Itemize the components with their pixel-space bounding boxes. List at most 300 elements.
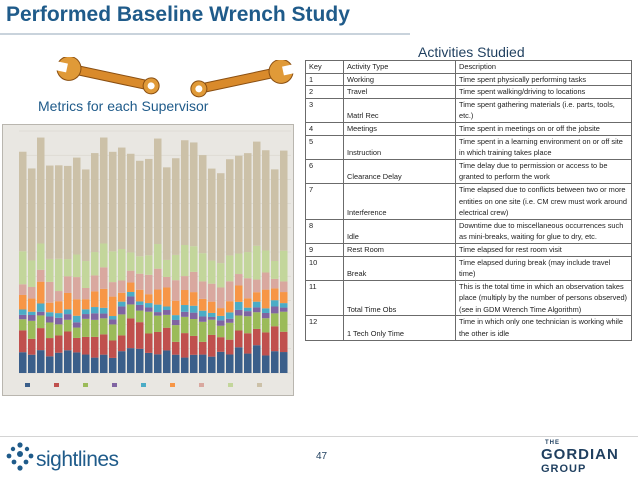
chart-bar-segment [235,331,243,348]
row-description: Time in which only one technician is working while the other is idle [456,316,632,340]
chart-bar-segment [145,159,153,255]
chart-bar-segment [181,333,189,357]
chart-bar-segment [82,299,90,309]
chart-bar-segment [208,284,216,302]
chart-bar-segment [172,280,180,301]
chart-bar-segment [82,261,90,288]
chart-bar-segment [163,287,171,306]
chart-legend-swatch [199,383,204,387]
row-activity-type: Instruction [344,135,456,159]
row-activity-type: Travel [344,86,456,99]
chart-bar-segment [127,318,135,348]
chart-bar-segment [64,331,72,350]
chart-bar-segment [109,297,117,316]
table-row [306,280,632,316]
chart-bar-segment [100,314,108,319]
chart-bar-segment [172,301,180,315]
chart-bar-segment [244,316,252,333]
table-row [306,219,632,243]
chart-legend-swatch [25,383,30,387]
chart-bar-segment [136,161,144,256]
chart-bar-segment [226,159,234,255]
chart-bar-segment [271,306,279,313]
row-description: Time delay due to permission or access to be granted to perform the work [456,159,632,183]
chart-bar-segment [73,299,81,316]
chart-bar-segment [145,334,153,353]
chart-bar-segment [226,301,234,312]
chart-bar-segment [118,293,126,302]
chart-legend-swatch [83,383,88,387]
chart-bar-segment [46,338,54,356]
chart-bar-segment [280,251,288,282]
chart-bar-segment [199,311,207,317]
chart-bar-segment [73,277,81,299]
chart-bar-segment [163,167,171,260]
row-description: Time spent walking/driving to locations [456,86,632,99]
chart-bar-segment [253,142,261,246]
chart-bar-segment [100,355,108,373]
chart-bar-segment [280,352,288,373]
chart-bar-segment [199,355,207,373]
chart-bar-segment [28,312,36,315]
chart-bar-segment [136,311,144,323]
chart-bar-segment [37,350,45,373]
chart-bar-segment [100,138,108,244]
chart-bar-segment [127,283,135,292]
chart-bar-segment [217,263,225,287]
chart-bar-segment [253,302,261,308]
chart-bar-segment [235,315,243,330]
chart-bar-segment [118,302,126,307]
chart-bar-segment [163,328,171,351]
chart-bar-segment [145,255,153,275]
chart-bar-segment [118,249,126,280]
chart-bar-segment [190,355,198,373]
chart-bar-segment [145,275,153,294]
chart-bar-segment [199,342,207,355]
chart-bar-segment [28,355,36,373]
chart-bar-segment [271,169,279,261]
gordian-group: GROUP [541,463,587,475]
chart-bar-segment [73,316,81,323]
chart-bar-segment [181,358,189,373]
chart-bar-segment [136,274,144,290]
chart-bar-segment [46,282,54,303]
chart-bar-segment [28,287,36,299]
chart-bar-segment [235,286,243,302]
chart-bar-segment [262,308,270,313]
chart-bar-segment [226,312,234,318]
chart-bar-segment [145,303,153,307]
chart-bar-segment [28,299,36,312]
chart-bar-segment [280,281,288,292]
chart-bar-segment [100,267,108,289]
supervisor-chart [2,124,294,396]
chart-bar-segment [172,315,180,320]
chart-bar-segment [244,311,252,316]
chart-bar-segment [190,142,198,246]
chart-bar-segment [109,319,117,324]
chart-bar-segment [226,323,234,340]
chart-bar-segment [262,332,270,355]
chart-bar-segment [64,314,72,320]
slide-title: Performed Baseline Wrench Study [6,3,350,26]
chart-bar-segment [118,280,126,292]
chart-bar-segment [271,351,279,373]
chart-bar-segment [181,140,189,245]
chart-bar-segment [172,255,180,280]
chart-bar-segment [208,313,216,317]
row-activity-type: 1 Tech Only Time [344,316,456,340]
chart-bar-segment [181,312,189,317]
metrics-caption: Metrics for each Supervisor [38,98,209,114]
chart-bar-segment [208,357,216,373]
chart-bar-segment [208,302,216,313]
chart-bar-segment [91,313,99,319]
chart-bar-segment [226,281,234,301]
chart-bar-segment [91,320,99,337]
chart-bar-segment [46,312,54,316]
chart-bar-segment [82,309,90,314]
chart-bar-segment [280,308,288,312]
chart-bar-segment [127,154,135,253]
chart-bar-segment [271,326,279,351]
chart-bar-segment [244,354,252,373]
title-divider [0,33,410,35]
chart-bar-segment [208,320,216,335]
chart-bar-segment [190,292,198,306]
chart-bar-segment [244,252,252,278]
chart-bar-segment [145,312,153,334]
chart-bar-segment [280,151,288,251]
chart-bar-segment [46,322,54,338]
activities-title: Activities Studied [418,44,525,60]
chart-bar-segment [235,156,243,254]
row-description: Time spent in meetings on or off the jobsite [456,122,632,135]
table-row [306,122,632,135]
chart-canvas [3,125,293,395]
row-description: Time spent in a learning environment on or off site in which training takes place [456,135,632,159]
chart-bar-segment [91,337,99,358]
chart-bar-segment [244,278,252,298]
chart-bar-segment [145,353,153,373]
table-row [306,243,632,256]
chart-bar-segment [208,261,216,284]
chart-bar-segment [154,139,162,245]
chart-bar-segment [217,337,225,352]
chart-bar-segment [136,305,144,311]
chart-bar-segment [82,314,90,319]
chart-bar-segment [208,317,216,320]
chart-bar-segment [163,310,171,315]
chart-bar-segment [172,355,180,373]
chart-bar-segment [154,290,162,305]
row-description: Time elapsed due to conflicts between two or more entities on one site (i.e. CM crew must work around electrical crew) [456,183,632,219]
table-row [306,183,632,219]
chart-bar-segment [244,153,252,252]
chart-bar-segment [262,355,270,373]
chart-bar-segment [64,320,72,332]
chart-bar-segment [271,279,279,289]
chart-bar-segment [118,351,126,373]
chart-bar-segment [91,275,99,291]
chart-bar-segment [253,246,261,280]
chart-bar-segment [109,358,117,373]
chart-bar-segment [127,304,135,318]
chart-bar-segment [217,287,225,308]
chart-bar-segment [172,158,180,255]
chart-bar-segment [217,316,225,320]
chart-bar-segment [100,243,108,267]
chart-bar-segment [172,320,180,325]
chart-bar-segment [127,271,135,283]
chart-bar-segment [136,301,144,304]
chart-legend-swatch [54,383,59,387]
chart-bar-segment [73,352,81,373]
chart-bar-segment [154,305,162,312]
gordian-the: THE [545,440,560,446]
chart-bar-segment [136,256,144,273]
chart-bar-segment [145,294,153,303]
header-activity-type: Activity Type [344,61,456,74]
row-description: Time elapsed during break (may include travel time) [456,256,632,280]
chart-bar-segment [190,272,198,292]
chart-bar-segment [190,313,198,319]
chart-bar-segment [82,337,90,355]
chart-bar-segment [262,313,270,318]
table-row [306,159,632,183]
chart-bar-segment [163,306,171,310]
row-key: 8 [306,219,344,243]
chart-bar-segment [55,165,63,258]
chart-bar-segment [244,333,252,353]
chart-bar-segment [181,317,189,333]
chart-bar-segment [154,312,162,316]
chart-bar-segment [199,299,207,311]
chart-bar-segment [280,312,288,332]
chart-bar-segment [73,328,81,338]
chart-bar-segment [46,303,54,313]
chart-bar-segment [145,307,153,311]
chart-bar-segment [73,322,81,327]
chart-bar-segment [19,284,27,295]
chart-bar-segment [55,353,63,373]
page-number: 47 [316,451,328,462]
chart-bar-segment [91,291,99,307]
row-key: 12 [306,316,344,340]
chart-bar-segment [226,319,234,323]
chart-bar-segment [91,252,99,275]
row-key: 6 [306,159,344,183]
chart-bar-segment [109,316,117,319]
chart-bar-segment [118,306,126,314]
chart-bar-segment [226,354,234,373]
chart-bar-segment [199,316,207,321]
chart-bar-segment [19,295,27,310]
row-key: 2 [306,86,344,99]
chart-bar-segment [253,307,261,312]
chart-bar-segment [217,320,225,325]
chart-bar-segment [19,352,27,373]
chart-bar-segment [109,152,117,252]
chart-bar-segment [28,321,36,339]
chart-bar-segment [73,255,81,278]
row-description: Time spent physically performing tasks [456,73,632,86]
gordian-name: GORDIAN [541,446,619,463]
table-row [306,86,632,99]
chart-bar-segment [91,153,99,252]
chart-bar-segment [127,252,135,270]
chart-bar-segment [109,324,117,340]
chart-bar-segment [37,282,45,304]
chart-bar-segment [55,318,63,325]
row-description: Time elapsed for rest room visit [456,243,632,256]
wrench-icon-left [52,57,162,97]
chart-bar-segment [19,251,27,284]
chart-bar-segment [226,340,234,355]
chart-bar-segment [55,335,63,352]
chart-bar-segment [109,340,117,357]
chart-bar-segment [28,339,36,355]
chart-bar-segment [46,259,54,282]
chart-bar-segment [127,348,135,373]
chart-bar-segment [235,347,243,373]
row-key: 10 [306,256,344,280]
chart-legend-swatch [257,383,262,387]
row-key: 5 [306,135,344,159]
sightlines-logo-icon [4,441,36,473]
chart-bar-segment [28,315,36,321]
row-activity-type: Rest Room [344,243,456,256]
table-row [306,316,632,340]
chart-bar-segment [280,292,288,303]
chart-bar-segment [118,148,126,249]
chart-bar-segment [28,260,36,286]
chart-bar-segment [82,288,90,299]
chart-bar-segment [28,168,36,260]
chart-bar-segment [100,289,108,308]
chart-bar-segment [181,276,189,290]
chart-bar-segment [154,244,162,269]
chart-bar-segment [253,345,261,373]
chart-bar-segment [163,260,171,277]
chart-legend-swatch [228,383,233,387]
row-activity-type: Clearance Delay [344,159,456,183]
chart-bar-segment [262,318,270,332]
chart-bar-segment [253,329,261,345]
chart-bar-segment [154,269,162,290]
chart-bar-segment [181,245,189,276]
chart-bar-segment [217,326,225,337]
chart-bar-segment [199,281,207,298]
table-row [306,98,632,122]
chart-bar-segment [136,349,144,373]
chart-bar-segment [208,169,216,261]
table-header-row [306,61,632,74]
row-activity-type: Matrl Rec [344,98,456,122]
chart-bar-segment [91,358,99,373]
chart-bar-segment [199,155,207,253]
table-row [306,135,632,159]
chart-bar-segment [55,313,63,318]
chart-bar-segment [226,255,234,281]
chart-bar-segment [172,342,180,355]
row-activity-type: Meetings [344,122,456,135]
chart-bar-segment [118,335,126,351]
chart-bar-segment [37,244,45,270]
header-description: Description [456,61,632,74]
chart-bar-segment [73,338,81,352]
chart-bar-segment [127,296,135,304]
chart-bar-segment [100,334,108,354]
chart-bar-segment [127,292,135,296]
chart-bar-segment [19,330,27,352]
chart-bar-segment [55,291,63,301]
chart-bar-segment [235,310,243,316]
chart-bar-segment [181,290,189,305]
table-row [306,73,632,86]
row-key: 4 [306,122,344,135]
row-description: Time spent gathering materials (i.e. parts, tools, etc.) [456,98,632,122]
row-description: This is the total time in which an observation takes place (multiply by the number of persons observed) (see in GDM Wrench Time Algorithm) [456,280,632,316]
chart-bar-segment [154,354,162,373]
row-key: 9 [306,243,344,256]
chart-bar-segment [262,250,270,272]
chart-bar-segment [82,319,90,337]
chart-bar-segment [190,306,198,313]
row-activity-type: Total Time Obs [344,280,456,316]
row-activity-type: Break [344,256,456,280]
chart-bar-segment [19,315,27,319]
row-activity-type: Interference [344,183,456,219]
row-key: 1 [306,73,344,86]
chart-bar-segment [64,293,72,309]
chart-bar-segment [253,312,261,329]
chart-bar-segment [19,152,27,252]
chart-bar-segment [262,290,270,309]
chart-bar-segment [109,282,117,297]
chart-bar-segment [217,173,225,263]
chart-bar-segment [190,319,198,336]
chart-bar-segment [46,316,54,322]
sightlines-wordmark: sightlines [36,448,119,471]
chart-bar-segment [163,277,171,288]
chart-bar-segment [46,166,54,259]
activities-table [305,60,632,341]
chart-bar-segment [271,261,279,279]
row-description: Downtime due to miscellaneous occurrences such as mini-breaks, waiting for glue to dry, etc. [456,219,632,243]
chart-bar-segment [262,150,270,250]
header-key: Key [306,61,344,74]
chart-bar-segment [37,328,45,350]
chart-bar-segment [172,325,180,342]
chart-bar-segment [118,314,126,335]
chart-bar-segment [37,303,45,311]
table-row [306,256,632,280]
chart-bar-segment [271,288,279,300]
chart-bar-segment [109,251,117,282]
chart-bar-segment [190,246,198,272]
chart-bar-segment [55,259,63,291]
chart-bar-segment [217,352,225,373]
chart-bar-segment [163,350,171,373]
footer-divider [0,436,638,437]
chart-bar-segment [280,332,288,352]
chart-bar-segment [163,315,171,328]
chart-bar-segment [136,290,144,302]
chart-bar-segment [190,336,198,355]
chart-bar-segment [64,309,72,314]
